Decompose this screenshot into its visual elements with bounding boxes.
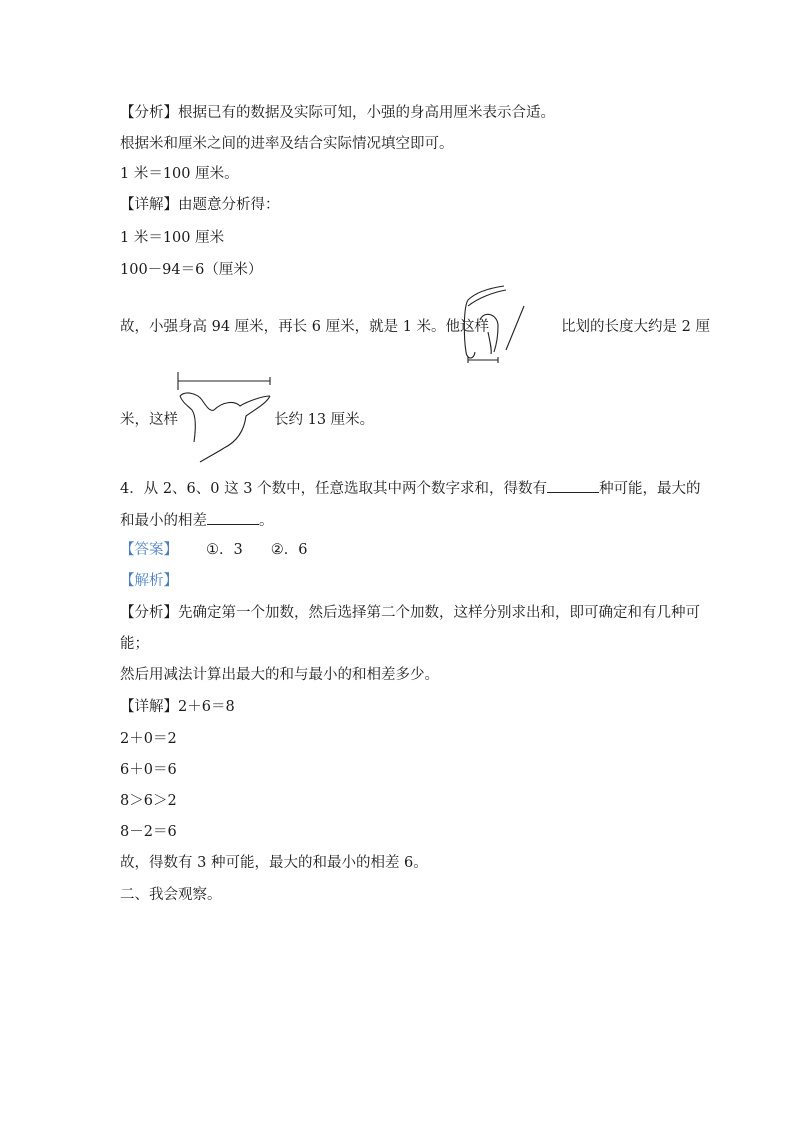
conclusion-text-d: 长约 13 厘米。 bbox=[274, 412, 375, 428]
question-4-line-1 bbox=[120, 478, 701, 499]
analysis-line-2: 根据米和厘米之间的进率及结合实际情况填空即可。 bbox=[120, 136, 454, 152]
q4-analysis-line-1: 【分析】先确定第一个加数，然后选择第二个加数，这样分别求出和，即可确定和有几种可 bbox=[120, 605, 700, 621]
answer-value-2: ②．6 bbox=[270, 542, 308, 558]
answer-label: 【答案】 bbox=[120, 542, 178, 558]
question-4-line-2 bbox=[120, 510, 274, 531]
answer-value-1: ①．3 bbox=[206, 542, 243, 558]
q4-detail-line-5: 8－2＝6 bbox=[120, 824, 177, 840]
conclusion-text-b: 比划的长度大约是 2 厘 bbox=[561, 319, 711, 335]
explanation-label: 【解析】 bbox=[120, 573, 178, 589]
q4-analysis-line-3: 然后用减法计算出最大的和与最小的和相差多少。 bbox=[120, 667, 439, 683]
answer-blank-2[interactable] bbox=[207, 510, 259, 525]
question-4-text-3: 和最小的相差 bbox=[120, 513, 207, 529]
calc-line-2: 100－94＝6（厘米） bbox=[120, 262, 263, 278]
q4-analysis-line-2: 能； bbox=[120, 636, 149, 652]
answer-line bbox=[120, 540, 307, 560]
question-4-text-2: 种可能，最大的 bbox=[599, 481, 701, 497]
hand-span-figure bbox=[174, 372, 274, 467]
calc-line-1: 1 米＝100 厘米 bbox=[120, 230, 225, 246]
conclusion-line-1 bbox=[120, 317, 710, 337]
question-4-text-1: 4．从 2、6、0 这 3 个数中，任意选取其中两个数字求和，得数有 bbox=[120, 481, 548, 497]
q4-detail-line-2: 2＋0＝2 bbox=[120, 731, 177, 747]
two-finger-hand-figure bbox=[460, 280, 530, 365]
conclusion-text-c: 米，这样 bbox=[120, 412, 178, 428]
section-2-title: 二、我会观察。 bbox=[120, 887, 222, 903]
conclusion-text-a: 故，小强身高 94 厘米，再长 6 厘米，就是 1 米。他这样 bbox=[120, 319, 490, 335]
q4-detail-line-1: 【详解】2＋6＝8 bbox=[120, 699, 235, 715]
q4-detail-line-3: 6＋0＝6 bbox=[120, 762, 177, 778]
answer-blank-1[interactable] bbox=[547, 478, 599, 493]
detail-heading: 【详解】由题意分析得： bbox=[120, 197, 280, 213]
analysis-line-1: 【分析】根据已有的数据及实际可知，小强的身高用厘米表示合适。 bbox=[120, 105, 555, 121]
analysis-line-3: 1 米＝100 厘米。 bbox=[120, 166, 239, 182]
q4-detail-line-4: 8＞6＞2 bbox=[120, 793, 177, 809]
question-4-text-4: 。 bbox=[259, 513, 274, 529]
q4-conclusion: 故，得数有 3 种可能，最大的和最小的相差 6。 bbox=[120, 855, 428, 871]
